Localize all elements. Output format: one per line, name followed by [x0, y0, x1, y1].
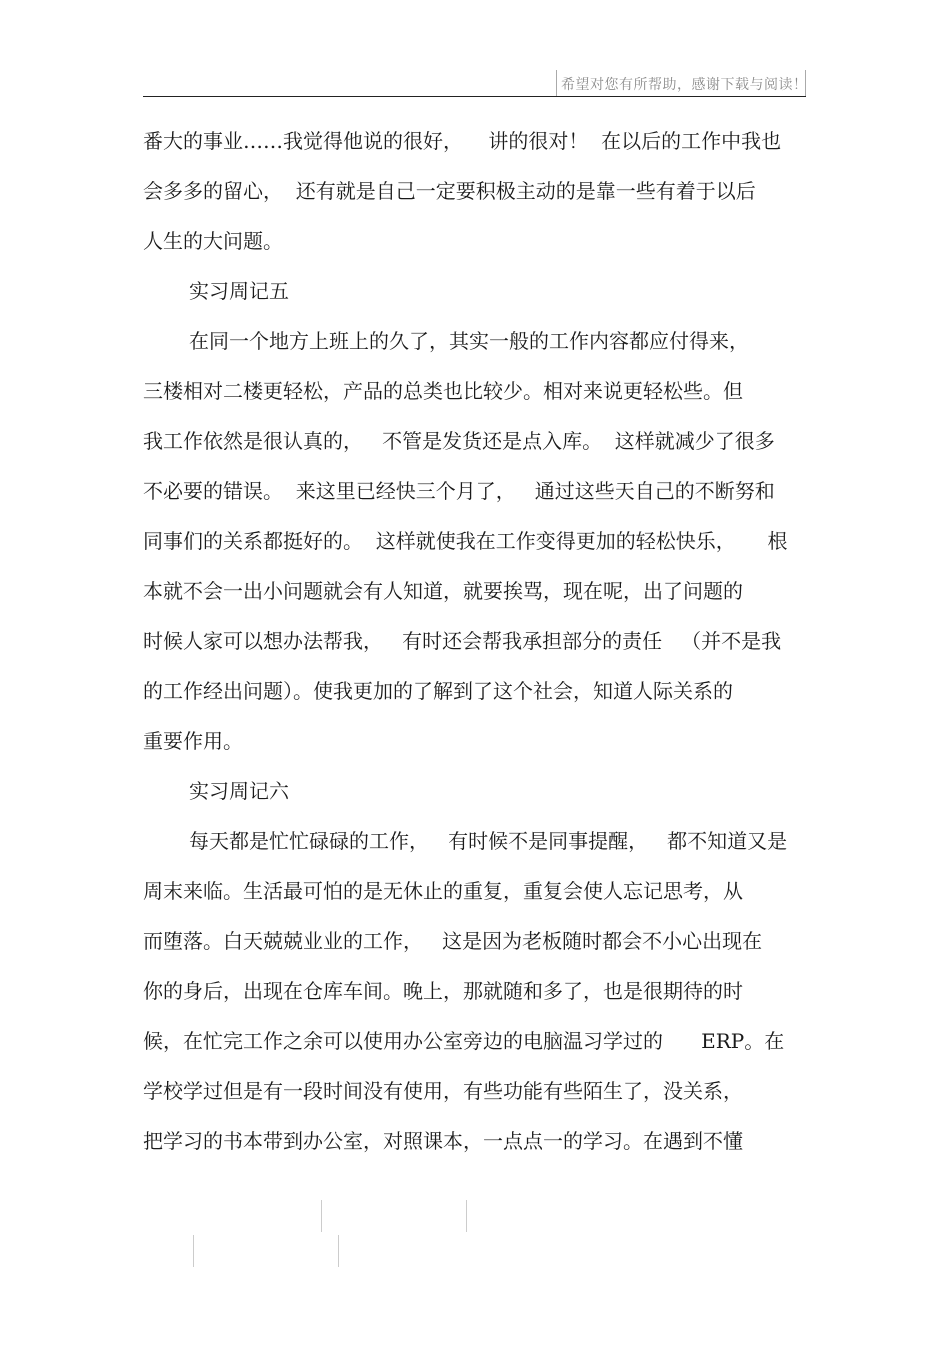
text-line: 不必要的错误。 来这里已经快三个月了， 通过这些天自己的不断努和 — [143, 479, 775, 503]
section-heading: 实习周记六 — [189, 779, 289, 803]
text-line: 重要作用。 — [143, 729, 243, 753]
scan-artifact-line — [338, 1235, 339, 1267]
text-line: 而堕落。白天兢兢业业的工作， 这是因为老板随时都会不小心出现在 — [143, 929, 763, 953]
text-line: 学校学过但是有一段时间没有使用，有些功能有些陌生了，没关系， — [143, 1079, 743, 1103]
text-line: 同事们的关系都挺好的。 这样就使我在工作变得更加的轻松快乐， 根 — [143, 529, 788, 553]
document-body — [143, 120, 807, 1170]
scan-artifact-line — [321, 1200, 322, 1232]
text-line: 每天都是忙忙碌碌的工作， 有时候不是同事提醒， 都不知道又是 — [189, 829, 788, 853]
section-heading: 实习周记五 — [189, 279, 289, 303]
scan-artifact-line — [466, 1200, 467, 1232]
text-line: 会多多的留心， 还有就是自己一定要积极主动的是靠一些有着于以后 — [143, 179, 756, 203]
text-line: 我工作依然是很认真的， 不管是发货还是点入库。 这样就减少了很多 — [143, 429, 775, 453]
header-divider — [143, 96, 806, 97]
text-line: 的工作经出问题）。使我更加的了解到了这个社会，知道人际关系的 — [143, 679, 733, 703]
text-line: 候，在忙完工作之余可以使用办公室旁边的电脑温习学过的 ERP。在 — [143, 1029, 785, 1053]
text-line: 三楼相对二楼更轻松，产品的总类也比较少。相对来说更轻松些。但 — [143, 379, 743, 403]
header-note: 希望对您有所帮助，感谢下载与阅读！ — [561, 77, 808, 93]
text-line: 时候人家可以想办法帮我， 有时还会帮我承担部分的责任 （并不是我 — [143, 629, 782, 653]
text-line: 周末来临。生活最可怕的是无休止的重复，重复会使人忘记思考，从 — [143, 879, 743, 903]
text-line: 番大的事业……我觉得他说的很好， 讲的很对！ 在以后的工作中我也 — [143, 129, 782, 153]
text-line: 人生的大问题。 — [143, 229, 283, 253]
text-line: 在同一个地方上班上的久了，其实一般的工作内容都应付得来， — [189, 329, 749, 353]
text-line: 把学习的书本带到办公室，对照课本，一点点一的学习。在遇到不懂 — [143, 1129, 743, 1153]
text-line: 你的身后，出现在仓库车间。晚上，那就随和多了，也是很期待的时 — [143, 979, 743, 1003]
text-line: 本就不会一出小问题就会有人知道，就要挨骂，现在呢，出了问题的 — [143, 579, 743, 603]
scan-artifact-line — [193, 1235, 194, 1267]
